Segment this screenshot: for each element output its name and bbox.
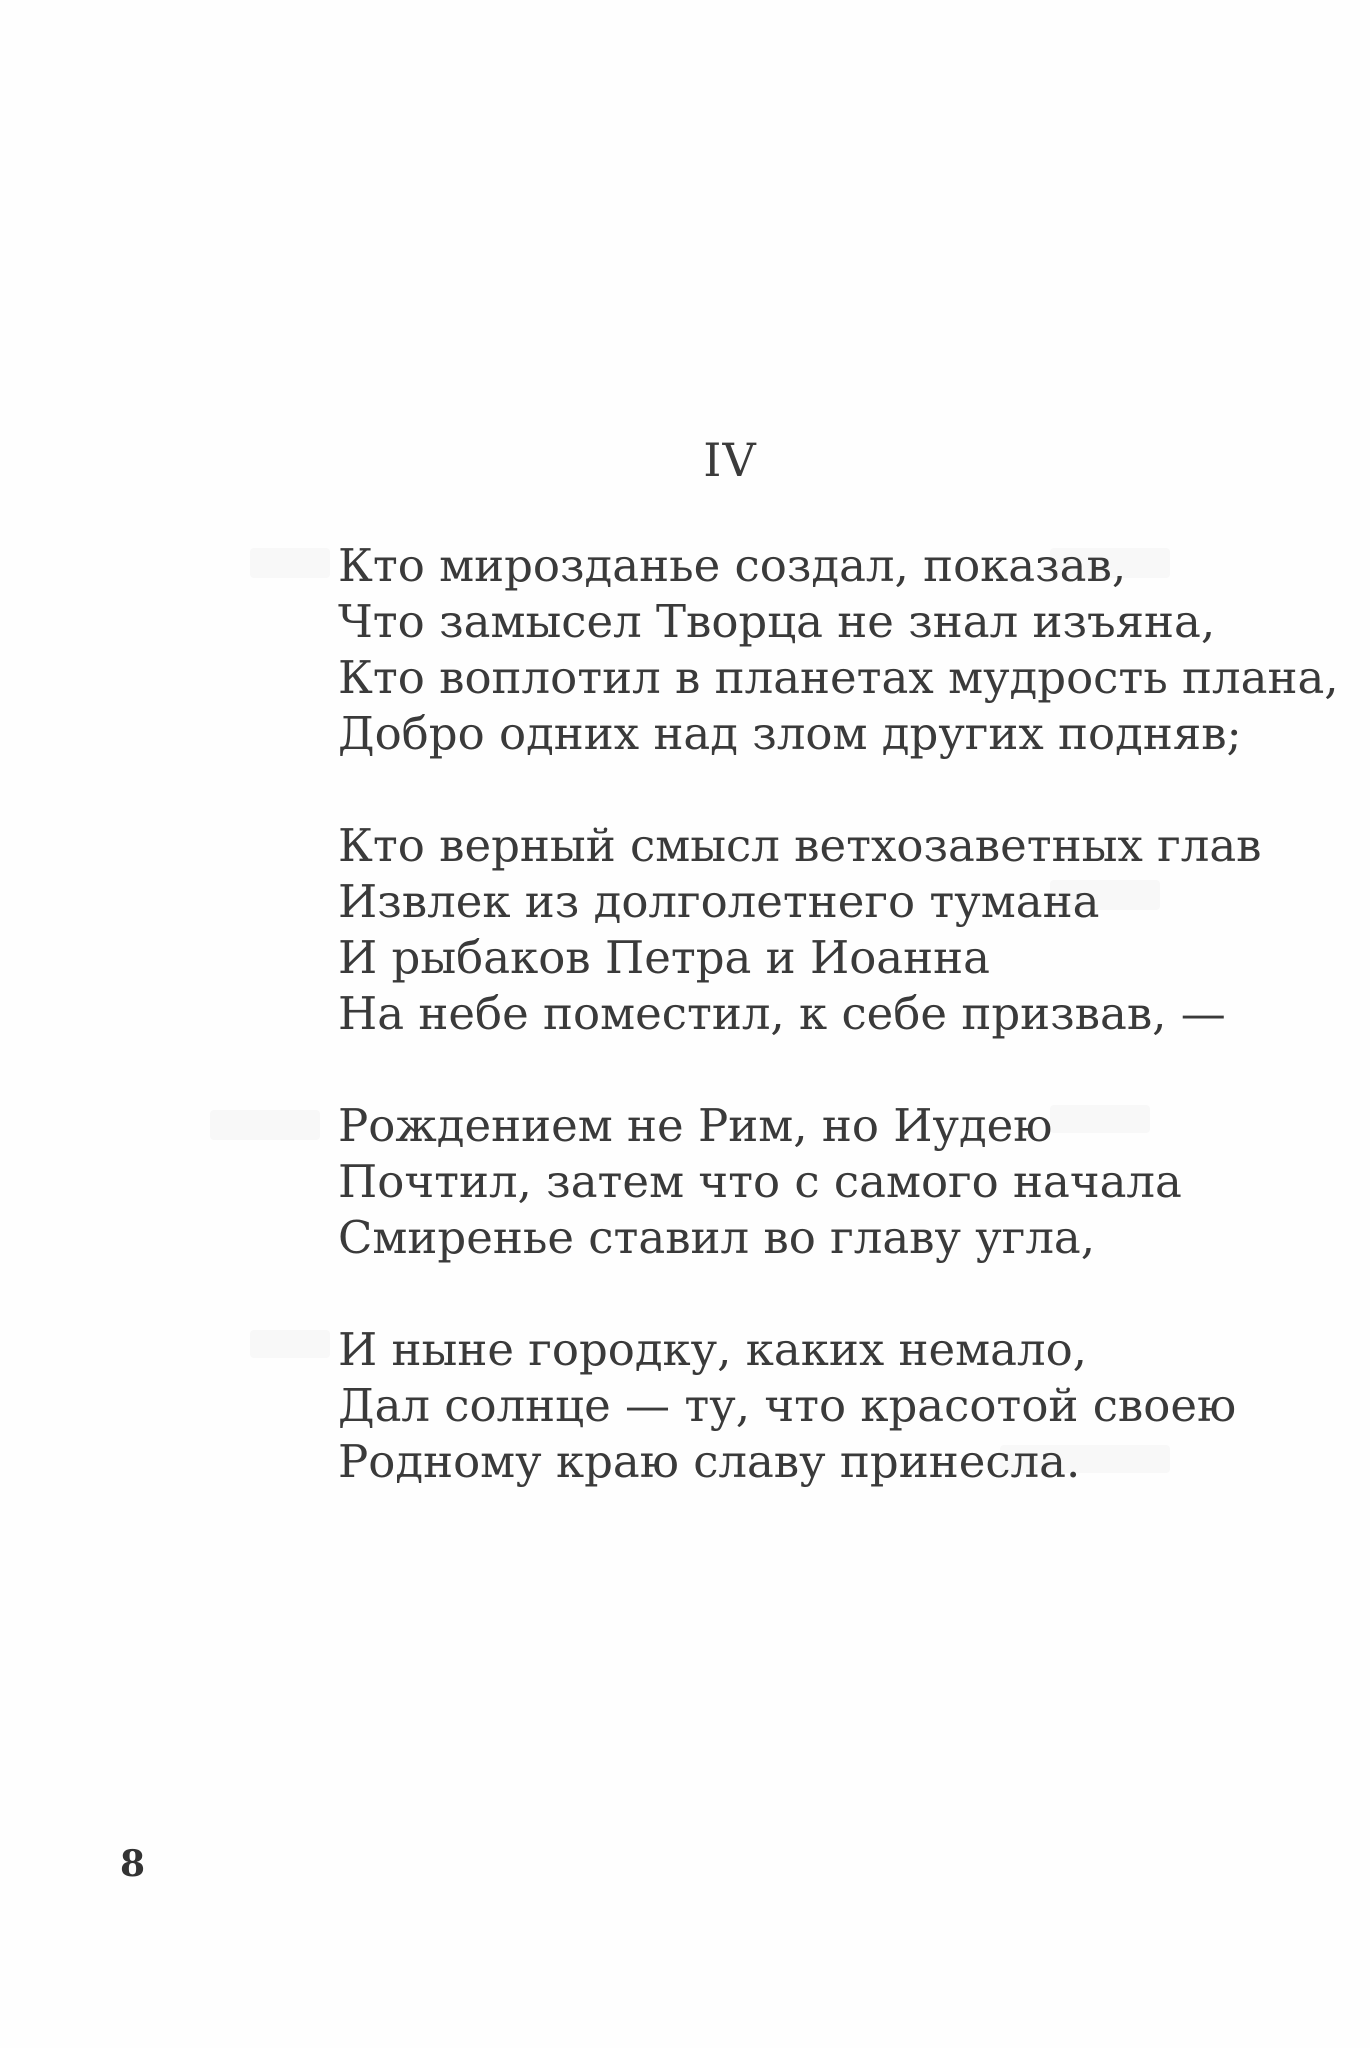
poem-line: Добро одних над злом других подняв; [338, 707, 1242, 760]
stanza-1 [338, 538, 1339, 762]
poem-line: Почтил, затем что с самого начала [338, 1155, 1182, 1208]
poem-line: На небе поместил, к себе призвав, — [338, 987, 1226, 1040]
poem-line: Родному краю славу принесла. [338, 1435, 1081, 1488]
poem-line: Дал солнце — ту, что красотой своею [338, 1379, 1237, 1432]
poem-line: Кто верный смысл ветхозаветных глав [338, 819, 1262, 872]
stanza-3 [338, 1098, 1298, 1266]
poem-line: И ныне городку, каких немало, [338, 1323, 1087, 1376]
poem-line: И рыбаков Петра и Иоанна [338, 931, 990, 984]
poem [338, 538, 1339, 1490]
poem-line: Рождением не Рим, но Иудею [338, 1099, 1053, 1152]
poem-line: Смиренье ставил во главу угла, [338, 1211, 1096, 1264]
stanza-2 [338, 818, 1298, 1042]
stanza-4 [338, 1322, 1298, 1490]
page-number: 8 [120, 1843, 146, 1885]
show-through-mark [250, 1330, 330, 1358]
show-through-mark [250, 548, 330, 578]
poem-line: Извлек из долголетнего тумана [338, 875, 1100, 928]
poem-line: Кто воплотил в планетах мудрость плана, [338, 651, 1339, 704]
show-through-mark [210, 1110, 320, 1140]
section-title: IV [703, 433, 757, 487]
poem-line: Кто мирозданье создал, показав, [338, 539, 1127, 592]
poem-line: Что замысел Творца не знал изъяна, [338, 595, 1216, 648]
